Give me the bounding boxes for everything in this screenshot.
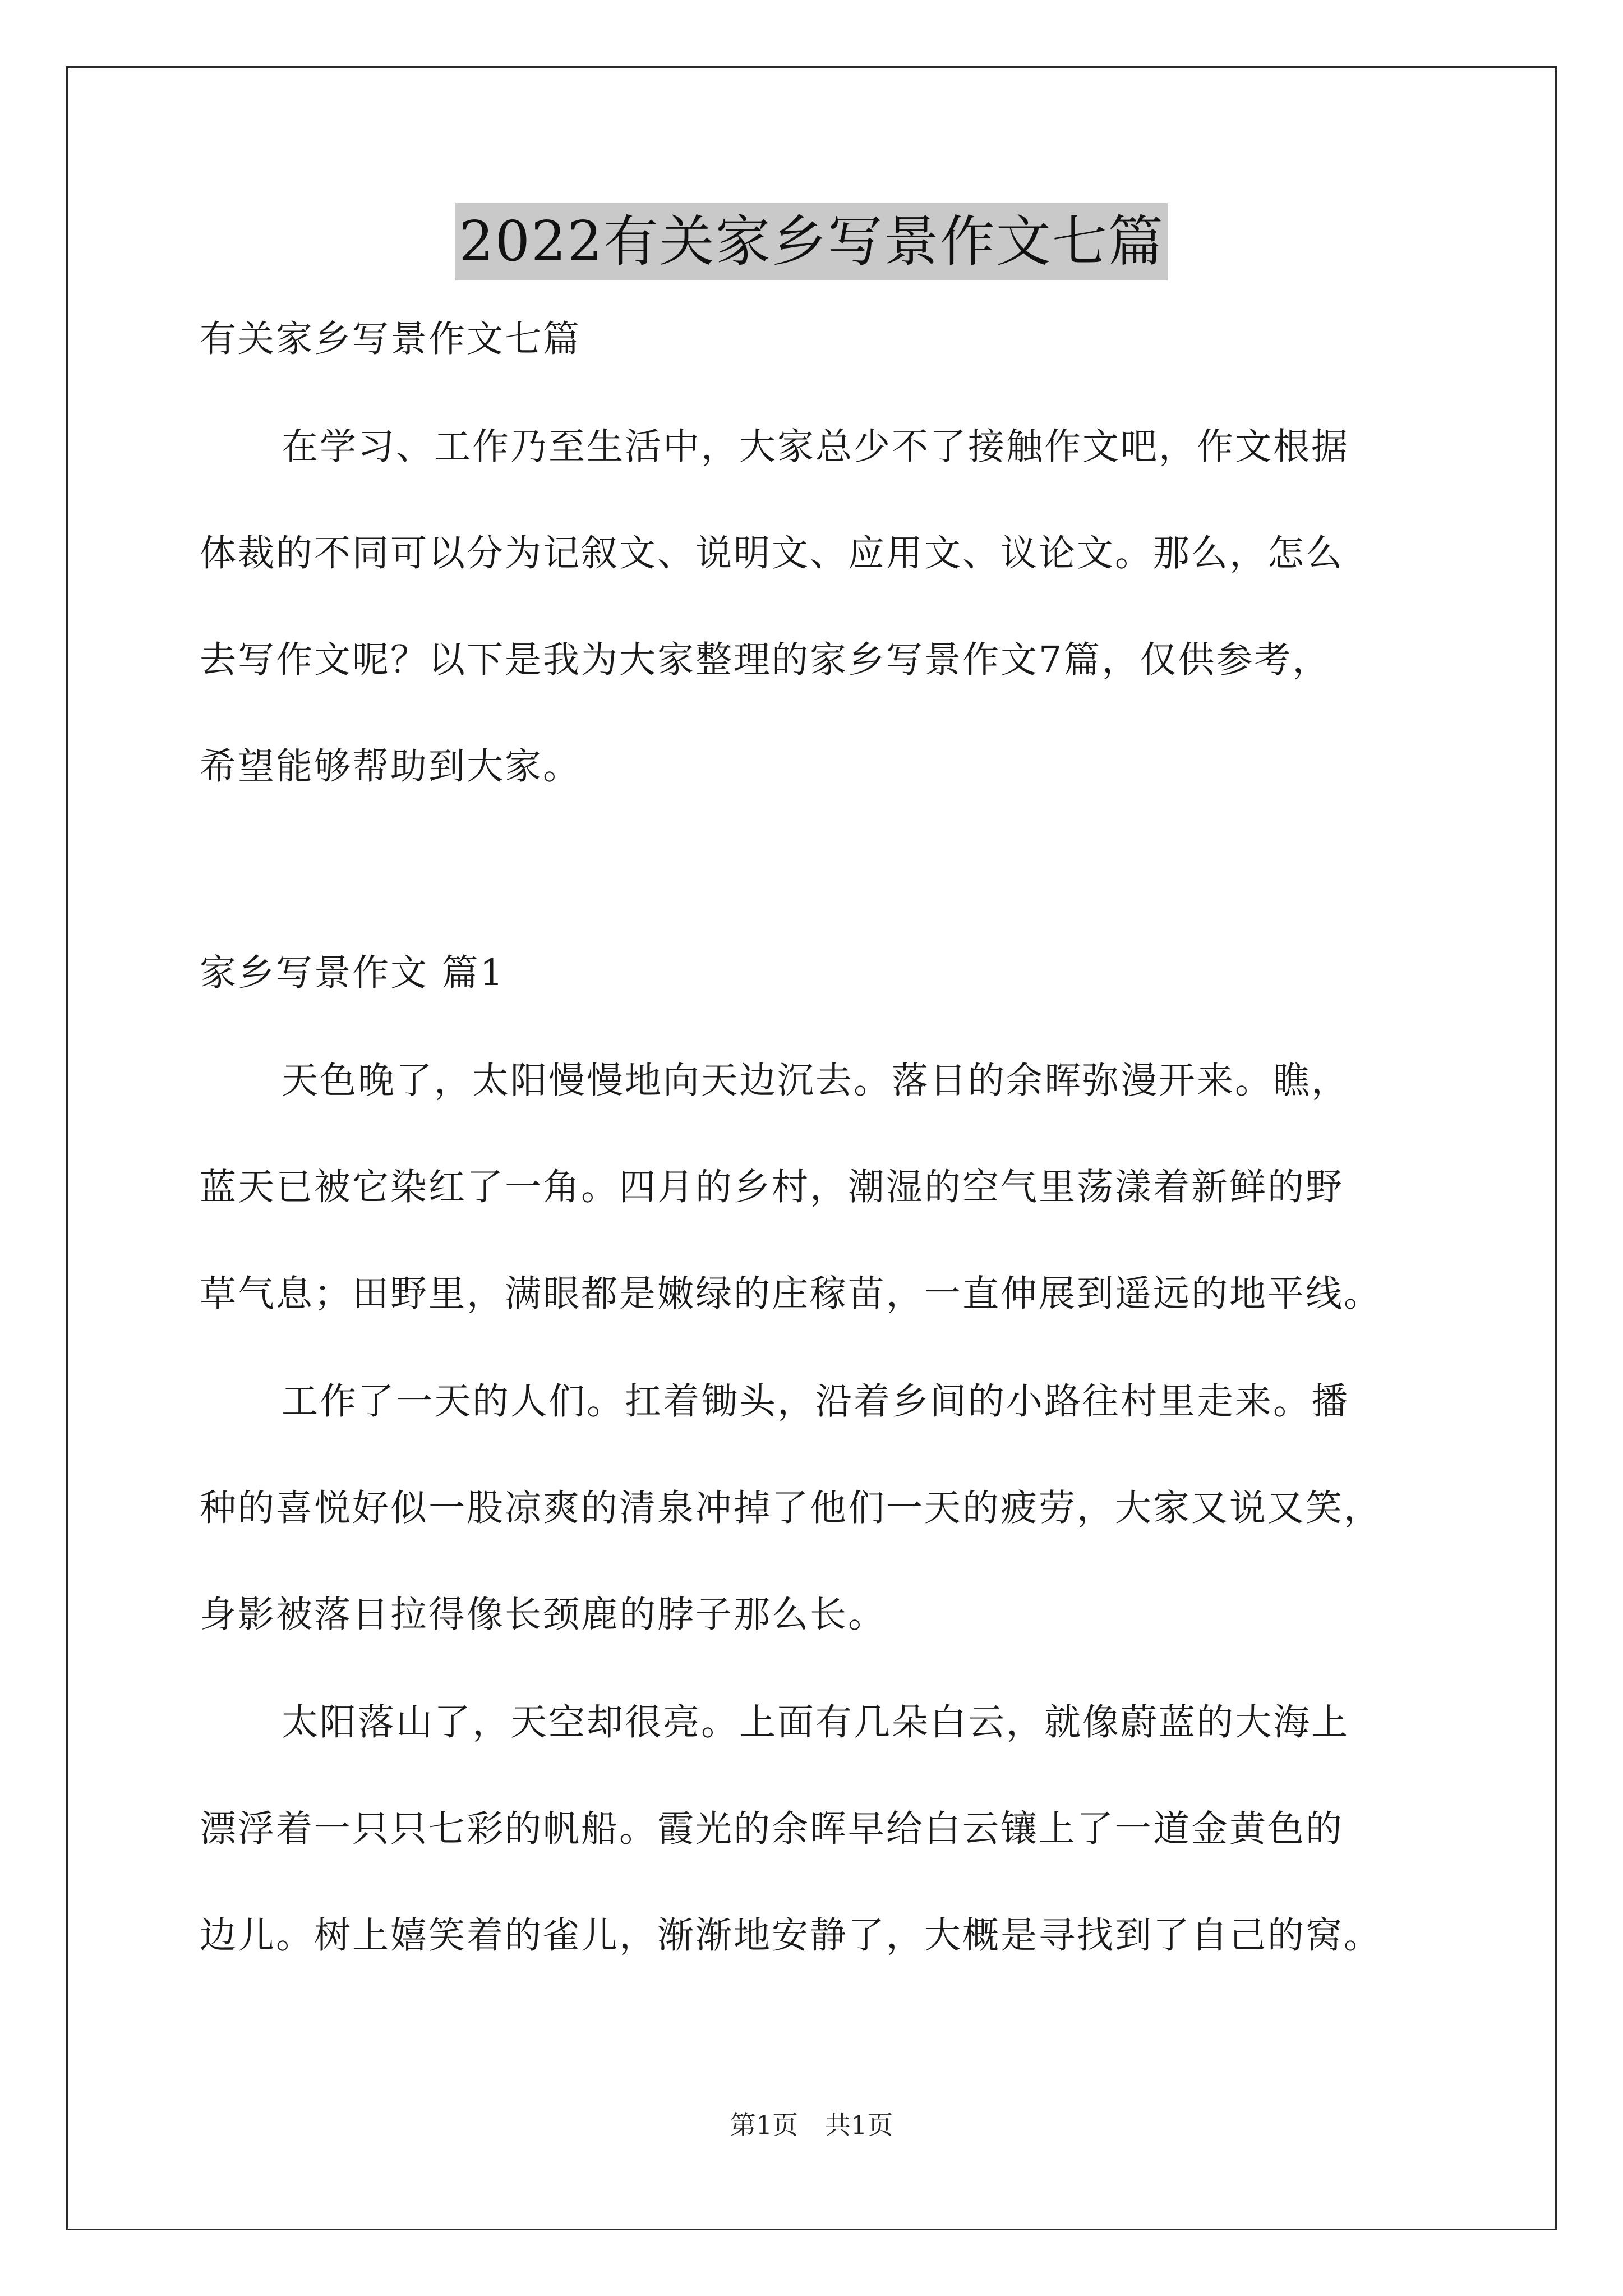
paragraph-line: 希望能够帮助到大家。 — [200, 746, 582, 788]
page-number-total: 共1页 — [825, 2110, 893, 2140]
paragraph-line: 边儿。树上嬉笑着的雀儿，渐渐地安静了，大概是寻找到了自己的窝。 — [200, 1915, 1382, 1957]
page-number-current: 第1页 — [730, 2110, 798, 2140]
document-body — [200, 311, 1433, 1964]
paragraph-line: 工作了一天的人们。扛着锄头，沿着乡间的小路往村里走来。播 — [282, 1381, 1350, 1423]
paragraph-line: 天色晚了，太阳慢慢地向天边沉去。落日的余晖弥漫开来。瞧， — [282, 1060, 1350, 1102]
body-paragraph — [200, 1374, 1433, 1643]
page-footer — [0, 2108, 1623, 2142]
section-heading: 家乡写景作文 篇1 — [200, 952, 505, 994]
paragraph-line: 种的喜悦好似一股凉爽的清泉冲掉了他们一天的疲劳，大家又说又笑， — [200, 1487, 1382, 1529]
intro-paragraph — [200, 419, 1433, 795]
paragraph-line: 草气息；田野里，满眼都是嫩绿的庄稼苗，一直伸展到遥远的地平线。 — [200, 1273, 1382, 1315]
paragraph-line: 身影被落日拉得像长颈鹿的脖子那么长。 — [200, 1594, 887, 1636]
document-title: 2022有关家乡写景作文七篇 — [455, 203, 1167, 280]
body-paragraph — [200, 1695, 1433, 1964]
paragraph-line: 体裁的不同可以分为记叙文、说明文、应用文、议论文。那么，怎么 — [200, 532, 1344, 574]
paragraph-line: 蓝天已被它染红了一角。四月的乡村，潮湿的空气里荡漾着新鲜的野 — [200, 1166, 1344, 1208]
title-container — [0, 203, 1623, 280]
paragraph-line: 在学习、工作乃至生活中，大家总少不了接触作文吧，作文根据 — [282, 426, 1350, 468]
paragraph-line: 太阳落山了，天空却很亮。上面有几朵白云，就像蔚蓝的大海上 — [282, 1701, 1350, 1743]
document-subtitle: 有关家乡写景作文七篇 — [200, 318, 582, 360]
paragraph-line: 漂浮着一只只七彩的帆船。霞光的余晖早给白云镶上了一道金黄色的 — [200, 1808, 1344, 1850]
body-paragraph — [200, 1053, 1433, 1322]
paragraph-line: 去写作文呢？以下是我为大家整理的家乡写景作文7篇，仅供参考， — [200, 639, 1331, 681]
